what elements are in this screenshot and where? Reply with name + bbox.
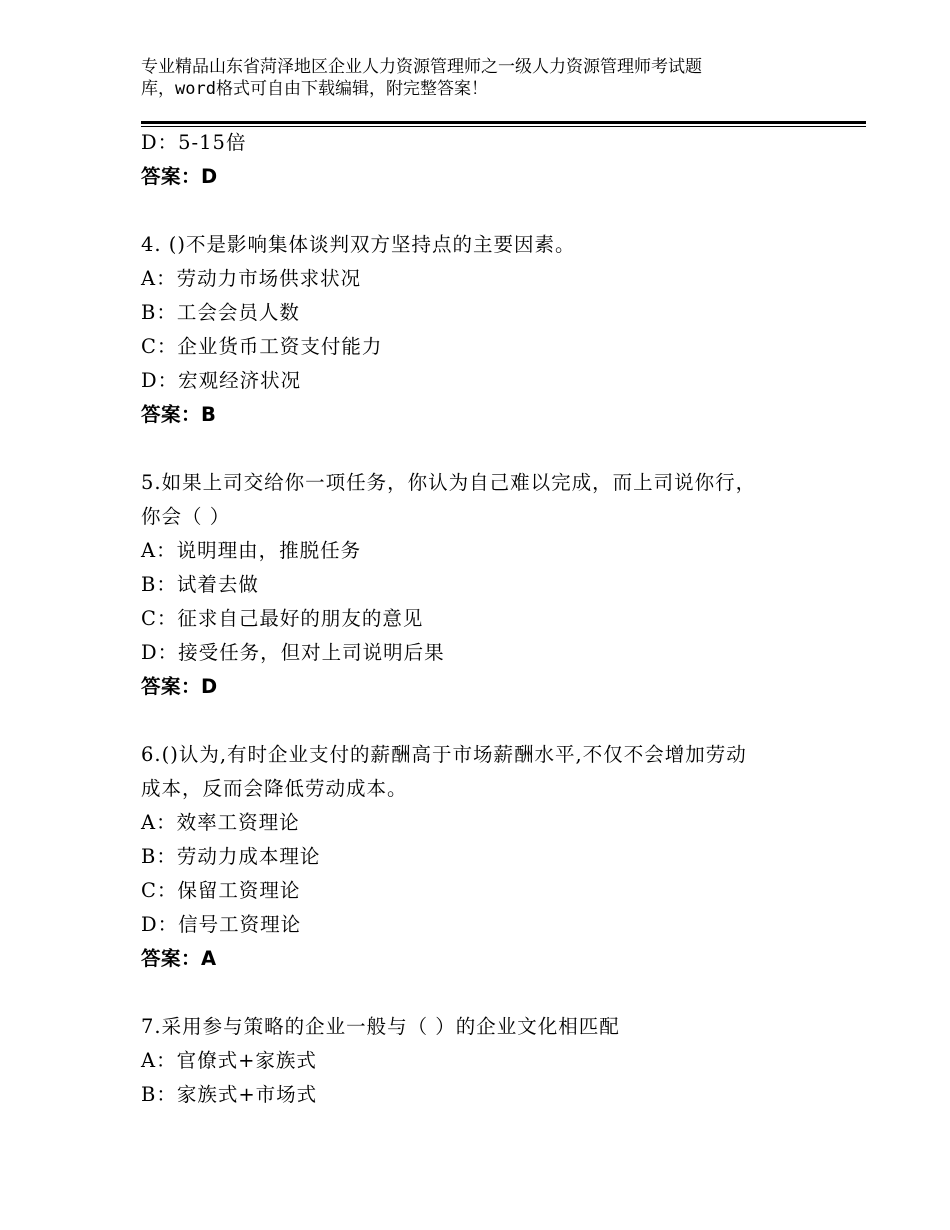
question-text-continued: 成本，反而会降低劳动成本。 <box>141 777 408 800</box>
option-a: A：说明理由，推脱任务 <box>141 539 362 562</box>
option-a: A：效率工资理论 <box>141 811 300 834</box>
spacer <box>141 194 861 228</box>
document-header <box>141 56 781 100</box>
spacer <box>141 976 861 1010</box>
option-b: B：劳动力成本理论 <box>141 845 321 868</box>
option-c: C：保留工资理论 <box>141 879 301 902</box>
option-c: C：企业货币工资支付能力 <box>141 335 383 358</box>
option-b: B：试着去做 <box>141 573 259 596</box>
question-text: 7.采用参与策略的企业一般与（ ）的企业文化相匹配 <box>141 1015 620 1038</box>
question-7 <box>141 1010 861 1112</box>
spacer <box>141 704 861 738</box>
answer: 答案：A <box>141 947 217 970</box>
answer: 答案：B <box>141 403 217 426</box>
answer: 答案：D <box>141 675 218 698</box>
question-6 <box>141 738 861 976</box>
option-d: D：宏观经济状况 <box>141 369 302 392</box>
question-text-continued: 你会（ ） <box>141 505 231 528</box>
question-5 <box>141 466 861 704</box>
question-text: 5.如果上司交给你一项任务，你认为自己难以完成，而上司说你行， <box>141 471 757 494</box>
previous-question-tail <box>141 126 861 194</box>
option-c: C：征求自己最好的朋友的意见 <box>141 607 424 630</box>
header-line-2: 库，word格式可自由下载编辑，附完整答案！ <box>141 79 488 99</box>
option-d: D：5-15倍 <box>141 131 247 154</box>
option-b: B：家族式+市场式 <box>141 1083 318 1106</box>
option-b: B：工会会员人数 <box>141 301 300 324</box>
answer: 答案：D <box>141 165 218 188</box>
question-list <box>141 126 861 1112</box>
question-text: 6.()认为,有时企业支付的薪酬高于市场薪酬水平,不仅不会增加劳动 <box>141 743 747 766</box>
spacer <box>141 432 861 466</box>
question-text: 4. ()不是影响集体谈判双方坚持点的主要因素。 <box>141 233 576 256</box>
option-a: A：官僚式+家族式 <box>141 1049 317 1072</box>
option-d: D：接受任务，但对上司说明后果 <box>141 641 445 664</box>
question-4 <box>141 228 861 432</box>
header-divider-thick <box>141 121 866 124</box>
header-line-1: 专业精品山东省菏泽地区企业人力资源管理师之一级人力资源管理师考试题 <box>141 57 702 77</box>
option-a: A：劳动力市场供求状况 <box>141 267 362 290</box>
option-d: D：信号工资理论 <box>141 913 302 936</box>
